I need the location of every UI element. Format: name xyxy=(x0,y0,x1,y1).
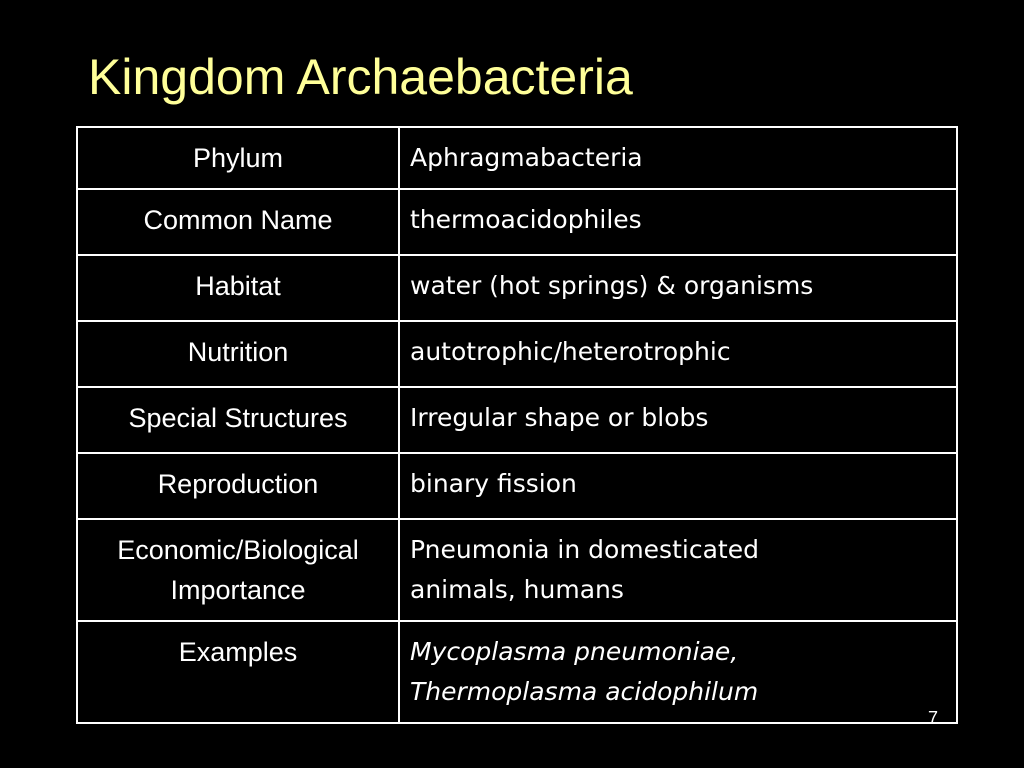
table-row xyxy=(77,321,957,387)
row-label-common-name: Common Name xyxy=(77,189,399,255)
row-value-common-name: thermoacidophiles xyxy=(399,189,957,255)
row-label-importance-line2: Importance xyxy=(170,575,306,605)
row-value-phylum: Aphragmabacteria xyxy=(399,127,957,189)
row-value-importance-line2: animals, humans xyxy=(410,575,624,604)
row-value-importance-line1: Pneumonia in domesticated xyxy=(410,535,759,564)
row-value-examples-line1: Mycoplasma pneumoniae, xyxy=(410,637,739,666)
table-row xyxy=(77,189,957,255)
row-value-examples xyxy=(399,621,957,723)
table-row xyxy=(77,453,957,519)
row-label-phylum: Phylum xyxy=(77,127,399,189)
row-label-reproduction: Reproduction xyxy=(77,453,399,519)
row-value-habitat: water (hot springs) & organisms xyxy=(399,255,957,321)
page-number: 7 xyxy=(927,708,938,728)
row-label-nutrition: Nutrition xyxy=(77,321,399,387)
slide-title: Kingdom Archaebacteria xyxy=(88,49,633,105)
row-value-nutrition: autotrophic/heterotrophic xyxy=(399,321,957,387)
table-row xyxy=(77,127,957,189)
row-value-examples-line2: Thermoplasma acidophilum xyxy=(410,677,759,706)
table-row xyxy=(77,621,957,723)
row-label-importance xyxy=(77,519,399,621)
row-value-importance xyxy=(399,519,957,621)
table-row xyxy=(77,255,957,321)
row-label-special-structures: Special Structures xyxy=(77,387,399,453)
row-label-habitat: Habitat xyxy=(77,255,399,321)
row-value-special-structures: Irregular shape or blobs xyxy=(399,387,957,453)
row-label-examples: Examples xyxy=(77,621,399,723)
table-row xyxy=(77,387,957,453)
kingdom-info-table xyxy=(76,126,958,724)
row-label-importance-line1: Economic/Biological xyxy=(117,535,359,565)
row-value-reproduction: binary fission xyxy=(399,453,957,519)
table-row xyxy=(77,519,957,621)
